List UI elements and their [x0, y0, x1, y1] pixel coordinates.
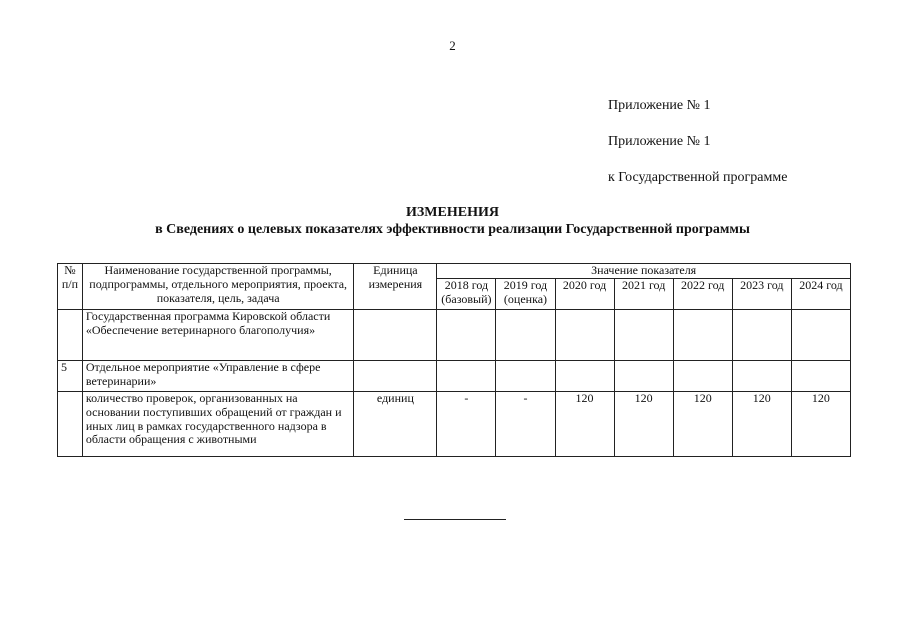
row-value [614, 310, 673, 361]
table-header-row [58, 264, 851, 279]
row-value [732, 310, 791, 361]
row-name: Отдельное мероприятие «Управление в сфере ветеринарии» [82, 361, 354, 392]
row-unit: единиц [354, 392, 437, 457]
appendix-label: Приложение № 1 [608, 98, 711, 113]
footer-divider [404, 519, 506, 520]
document-title: ИЗМЕНЕНИЯ [406, 205, 499, 220]
header-year: 2023 год [732, 279, 791, 310]
row-name: Государственная программа Кировской области «Обеспечение ветеринарного благополучия» [82, 310, 354, 361]
table-row [58, 310, 851, 361]
row-value [555, 310, 614, 361]
row-number: 5 [58, 361, 83, 392]
header-name: Наименование государственной программы, подпрограммы, отдельного мероприятия, проекта, показателя, цель, задача [82, 264, 354, 310]
row-value: 120 [791, 392, 850, 457]
row-value: - [496, 392, 555, 457]
indicators-table [57, 263, 851, 457]
row-value [673, 310, 732, 361]
row-name: количество проверок, организованных на основании поступивших обращений от граждан и иных лиц в рамках государственного надзора в области обращения с животными [82, 392, 354, 457]
appendix-label: Приложение № 1 [608, 134, 711, 149]
header-number: № п/п [58, 264, 83, 310]
header-year: 2022 год [673, 279, 732, 310]
header-year: 2021 год [614, 279, 673, 310]
row-value [496, 310, 555, 361]
header-unit: Единица измерения [354, 264, 437, 310]
row-unit [354, 361, 437, 392]
header-year: 2019 год (оценка) [496, 279, 555, 310]
row-value [496, 361, 555, 392]
row-value [437, 310, 496, 361]
row-value [791, 310, 850, 361]
row-value: 120 [614, 392, 673, 457]
page-number: 2 [449, 38, 456, 53]
row-value: - [437, 392, 496, 457]
row-value [555, 361, 614, 392]
row-number [58, 392, 83, 457]
header-year: 2018 год (базовый) [437, 279, 496, 310]
table-row [58, 392, 851, 457]
row-value: 120 [555, 392, 614, 457]
header-year: 2024 год [791, 279, 850, 310]
row-value [673, 361, 732, 392]
document-subtitle: в Сведениях о целевых показателях эффективности реализации Государственной программы [155, 222, 750, 237]
row-unit [354, 310, 437, 361]
row-value: 120 [732, 392, 791, 457]
appendix-reference: к Государственной программе [608, 170, 788, 185]
row-number [58, 310, 83, 361]
header-year: 2020 год [555, 279, 614, 310]
table-row [58, 361, 851, 392]
row-value [791, 361, 850, 392]
row-value [437, 361, 496, 392]
row-value [732, 361, 791, 392]
row-value [614, 361, 673, 392]
row-value: 120 [673, 392, 732, 457]
header-values-group: Значение показателя [437, 264, 851, 279]
